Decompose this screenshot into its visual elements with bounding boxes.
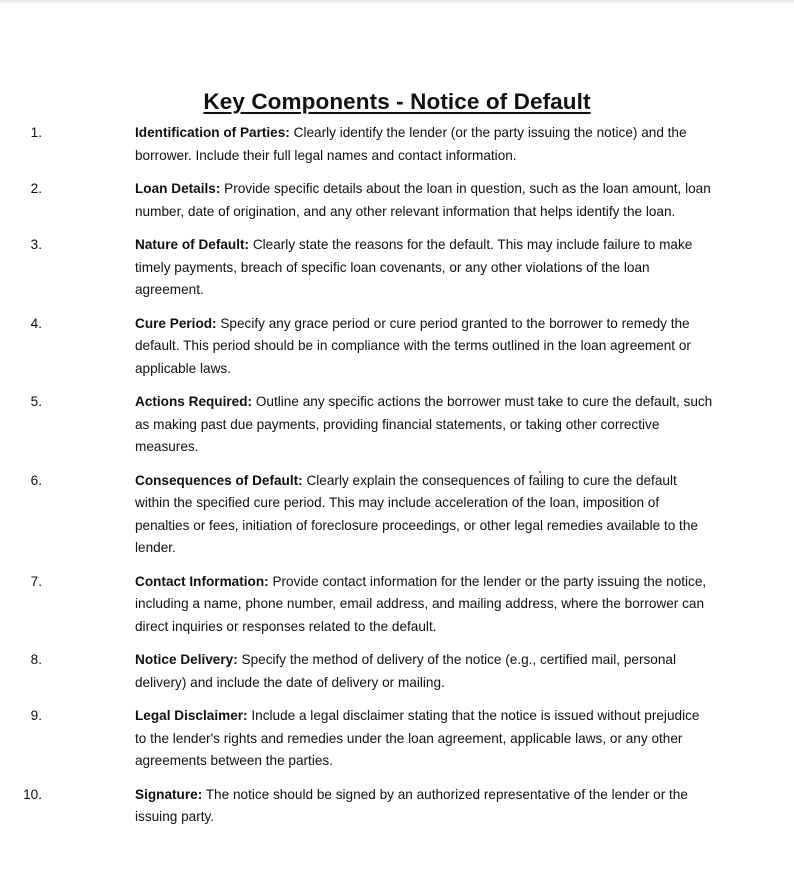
list-item bbox=[0, 649, 713, 694]
item-number: 5. bbox=[30, 394, 42, 409]
item-text: Provide specific details about the loan in question, such as the loan amount, loan number, date of origination, and any other relevant information that helps identify the loan. bbox=[135, 181, 711, 219]
list-item bbox=[0, 391, 713, 459]
item-number: 10. bbox=[23, 786, 42, 802]
item-term: Identification of Parties: bbox=[135, 125, 290, 140]
item-text: Provide contact information for the lender or the party issuing the notice, including a name, phone number, email address, and mailing address, where the borrower can direct inquiries or responses related to the default. bbox=[135, 573, 707, 634]
list-item bbox=[0, 470, 713, 560]
item-term: Contact Information: bbox=[135, 573, 269, 589]
page-title: Key Components - Notice of Default bbox=[203, 89, 591, 115]
item-term: Loan Details: bbox=[135, 181, 221, 196]
item-number: 7. bbox=[30, 573, 42, 589]
item-text: Clearly state the reasons for the default. This may include failure to make timely payments, breach of specific loan covenants, or any other violations of the loan agreement. bbox=[135, 237, 693, 297]
item-text: The notice should be signed by an authorized representative of the lender or the issuing party. bbox=[135, 786, 688, 824]
page-top-edge bbox=[0, 0, 794, 4]
item-number: 9. bbox=[30, 708, 42, 723]
item-number: 8. bbox=[30, 652, 42, 667]
item-text: Outline any specific actions the borrower must take to cure the default, such as making past due payments, providing financial statements, or taking other corrective measures. bbox=[135, 394, 713, 454]
item-term: Notice Delivery: bbox=[135, 652, 238, 667]
item-text: Include a legal disclaimer stating that the notice is issued without prejudice to the lender's rights and remedies under the loan agreement, applicable laws, or any other agreements between the parties. bbox=[135, 708, 700, 768]
item-text: Specify the method of delivery of the notice (e.g., certified mail, personal delivery) and include the date of delivery or mailing. bbox=[135, 652, 677, 690]
list-item bbox=[0, 784, 713, 829]
item-number: 6. bbox=[30, 472, 42, 488]
stray-mark bbox=[539, 471, 541, 473]
item-number: 2. bbox=[30, 181, 42, 196]
item-term: Consequences of Default: bbox=[135, 472, 303, 488]
item-number: 3. bbox=[30, 237, 42, 252]
list-item bbox=[0, 122, 713, 167]
item-text: Specify any grace period or cure period granted to the borrower to remedy the default. This period should be in compliance with the terms outlined in the loan agreement or applicable laws. bbox=[135, 315, 691, 376]
item-text: Clearly explain the consequences of failing to cure the default within the specified cure period. This may include acceleration of the loan, imposition of penalties or fees, initiation of foreclosure proceedings, or other legal remedies available to the lender. bbox=[135, 472, 698, 555]
item-term: Actions Required: bbox=[135, 394, 253, 409]
list-item bbox=[0, 234, 713, 302]
components-list bbox=[0, 122, 794, 840]
item-number: 4. bbox=[30, 315, 42, 331]
item-term: Signature: bbox=[135, 786, 203, 802]
list-item bbox=[0, 178, 713, 223]
list-item bbox=[0, 571, 713, 639]
list-item bbox=[0, 705, 713, 773]
item-term: Legal Disclaimer: bbox=[135, 708, 248, 723]
list-item bbox=[0, 313, 713, 381]
item-text: Clearly identify the lender (or the party issuing the notice) and the borrower. Include their full legal names and contact information. bbox=[135, 125, 687, 163]
item-term: Cure Period: bbox=[135, 315, 217, 331]
item-number: 1. bbox=[30, 125, 42, 140]
item-term: Nature of Default: bbox=[135, 237, 250, 252]
